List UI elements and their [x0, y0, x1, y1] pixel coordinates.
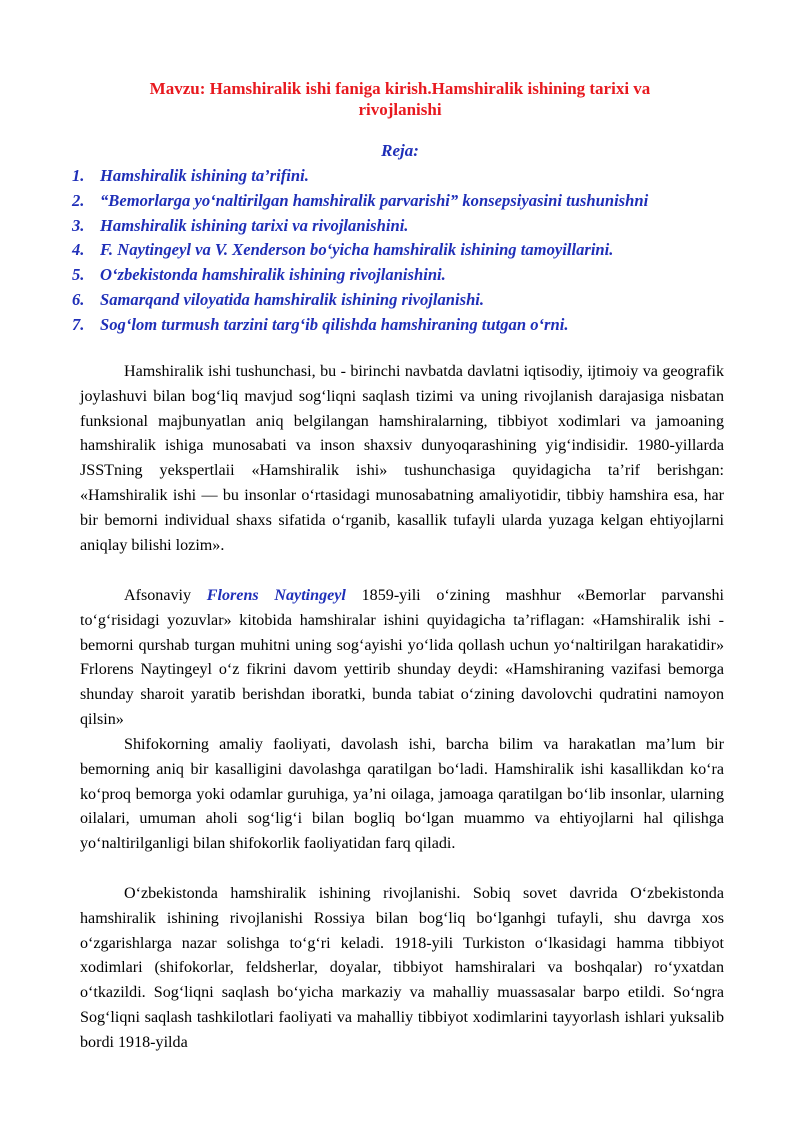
plan-item: [72, 214, 732, 239]
paragraph-uzbekistan-history: O‘zbekistonda hamshiralik ishining rivojlanishi. Sobiq sovet davrida O‘zbekistonda hamshiralik ishining rivojlanishi Rossiya bilan bog‘liq bo‘lganhgi tufayli, shu davrga xos o‘zgarishlarga nazar solishga to‘g‘ri keladi. 1918-yili Turkiston o‘lkasidagi hamma tibbiyot xodimlari (shifokorlar, feldsherlar, doyalar, tibbiyot hamshiralari va boshqalar) ro‘yxatdan o‘tkazildi. Sog‘liqni saqlash bo‘yicha markaziy va mahalliy muassasalar barpo etildi. So‘ngra Sog‘liqni saqlash tashkilotlari faoliyati va mahalliy tibbiyot xodimlarini tayyorlash ishlari yuksalib bordi 1918-yilda: [80, 885, 724, 1051]
plan-item: [72, 164, 732, 189]
plan-item-text: Hamshiralik ishining tarixi va rivojlanishini.: [100, 215, 409, 235]
plan-item-number: 5.: [72, 265, 85, 285]
plan-item-text: F. Naytingeyl va V. Xenderson bo‘yicha hamshiralik ishining tamoyillarini.: [100, 240, 614, 260]
plan-item-text: Sog‘lom turmush tarzini targ‘ib qilishda hamshiraning tutgan o‘rni.: [100, 314, 569, 334]
plan-item: [72, 189, 732, 214]
paragraph-physician-vs-nursing: Shifokorning amaliy faoliyati, davolash ishi, barcha bilim va harakatlan ma’lum bir bemorning aniq bir kasalligini davolashga qaratilgan bo‘ladi. Hamshiralik ishi kasallikdan ko‘ra ko‘proq bemorga yoki odamlar guruhiga, ya’ni oilaga, jamoaga qaratilgan bo‘lib insonlar, ularning oilalari, umuman aholi sog‘lig‘i bilan bogliq bo‘lgan muammo va ehtiyojlarni hal qilishga yo‘naltirilganligi bilan shifokorlik faoliyatidan farq qiladi.: [80, 736, 724, 853]
plan-heading: Reja:: [381, 141, 419, 160]
nightingale-name: Florens Naytingeyl: [206, 587, 346, 604]
plan-list: [72, 164, 732, 338]
title-line-1: Mavzu: Hamshiralik ishi faniga kirish.Hamshiralik ishining tarixi va: [149, 79, 651, 98]
plan-item-text: O‘zbekistonda hamshiralik ishining rivojlanishini.: [100, 265, 446, 285]
plan-item-number: 2.: [72, 190, 85, 210]
paragraph-definition: Hamshiralik ishi tushunchasi, bu - birinchi navbatda davlatni iqtisodiy, ijtimoiy va geografik joylashuvi bilan bog‘liq mavjud sog‘liqni saqlash tizimi va uning rivojlanish darajasiga nisbatan funksional majbunyatlan aniq belgilangan hamshiralarning, tibbiyot xodimlari va jamoaning hamshiralik ishiga munosabati va inson shaxsiv dunyoqarashining yig‘indisidir. 1980-yillarda JSSTning yekspertlaii «Hamshiralik ishi» tushunchasiga quyidagicha ta’rif berishgan: «Hamshiralik ishi — bu insonlar o‘rtasidagi munosabatning amaliyotidir, tibbiy hamshira esa, har bir bemorni individual shaxs sifatida o‘rganib, kasallik tufayli ularda yuzaga kelgan ehtiyojlarni aniqlay bilishi lozim».: [80, 363, 724, 554]
plan-item-text: “Bemorlarga yo‘naltirilgan hamshiralik parvarishi” konsepsiyasini tushunishni: [100, 190, 649, 210]
plan-item-number: 1.: [72, 166, 85, 185]
plan-item-number: 3.: [72, 215, 85, 235]
plan-item: [72, 288, 732, 313]
paragraph-nightingale-rest: 1859-yili o‘zining mashhur «Bemorlar parvanshi to‘g‘risidagi yozuvlar» kitobida hamshiralar ishini quyidagicha ta’riflagan: «Hamshiralik ishi - bemorni qurshab turgan muhitni uning sog‘ayishi yo‘lida qollash uchun yo‘naltirilgan harakatidir» Frlorens Naytingeyl o‘z fikrini davom yettirib shunday deydi: «Hamshiraning vazifasi bemorga shunday sharoit yaratib berishdan iboratki, bunda tabiat o‘zining davolovchi qudratini namoyon qilsin»: [80, 587, 724, 728]
paragraph-nightingale-start: Afsonaviy: [124, 587, 192, 604]
plan-item: [72, 313, 732, 338]
plan-item: [72, 263, 732, 288]
plan-item: [72, 238, 732, 263]
plan-item-number: 4.: [72, 240, 85, 260]
document-title: [80, 78, 720, 120]
title-line-2: rivojlanishi: [358, 100, 442, 119]
plan-item-number: 6.: [72, 289, 85, 309]
plan-item-text: Samarqand viloyatida hamshiralik ishining rivojlanishi.: [100, 289, 485, 309]
plan-item-number: 7.: [72, 314, 85, 334]
plan-item-text: Hamshiralik ishining ta’rifini.: [100, 166, 309, 185]
paragraph-nightingale: [80, 584, 724, 733]
